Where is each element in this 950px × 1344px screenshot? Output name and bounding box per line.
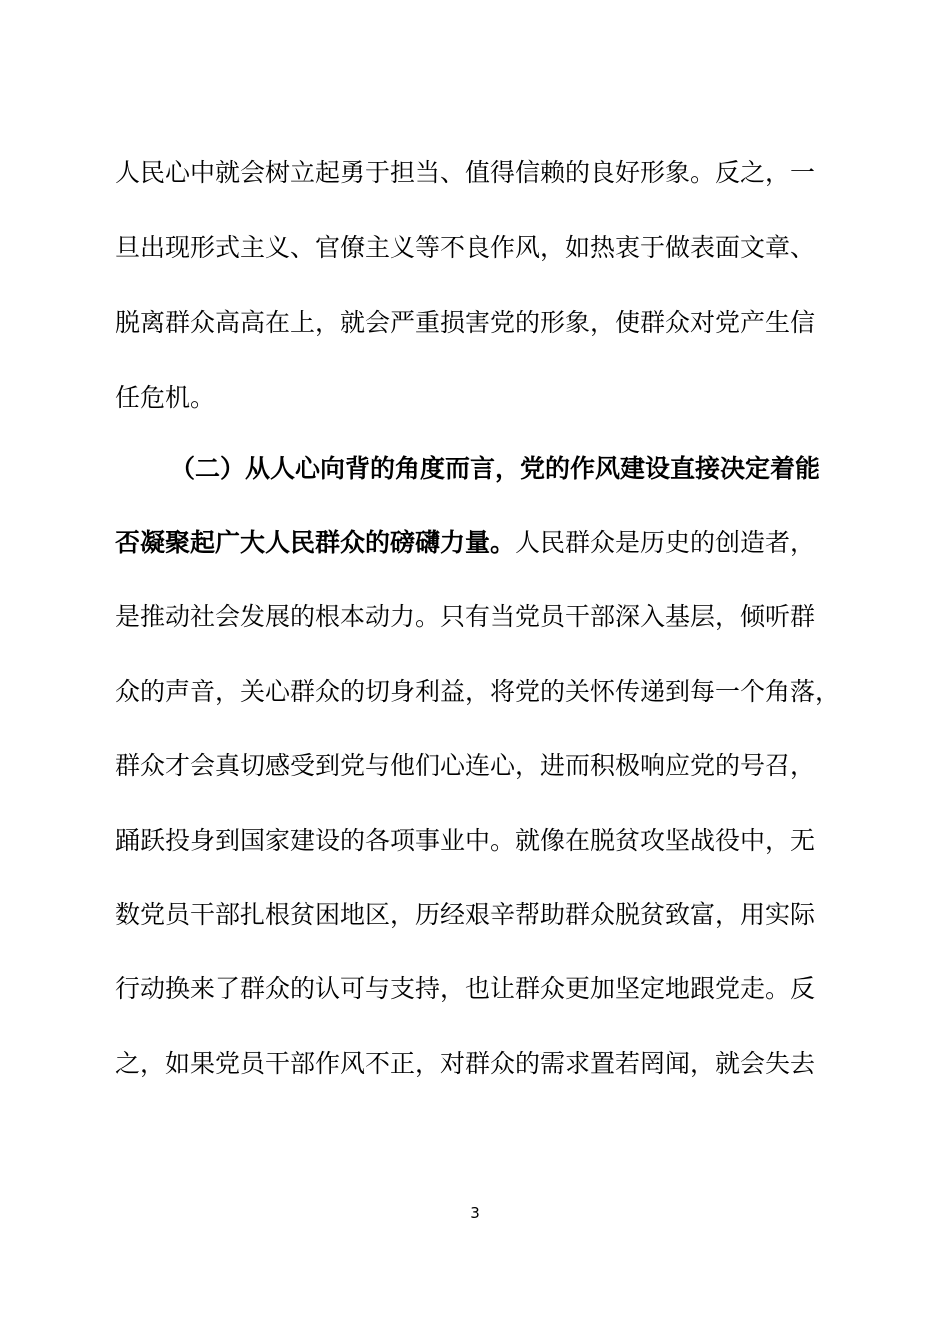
body-text-line: 数党员干部扎根贫困地区，历经艰辛帮助群众脱贫致富，用实际: [115, 900, 816, 929]
body-text-line: 是推动社会发展的根本动力。只有当党员干部深入基层，倾听群: [115, 602, 816, 631]
body-text-line: 群众才会真切感受到党与他们心连心，进而积极响应党的号召，: [115, 751, 816, 780]
page-number: 3: [470, 1204, 480, 1222]
body-text-span: 人民群众是历史的创造者，: [515, 528, 816, 557]
body-text-line: 行动换来了群众的认可与支持，也让群众更加坚定地跟党走。反: [115, 974, 816, 1003]
section-heading-continuation: 否凝聚起广大人民群众的磅礴力量。: [115, 528, 516, 557]
body-text-line: 人民心中就会树立起勇于担当、值得信赖的良好形象。反之，一: [115, 158, 816, 187]
body-text-line: 之，如果党员干部作风不正，对群众的需求置若罔闻，就会失去: [115, 1049, 816, 1078]
body-text-line: 旦出现形式主义、官僚主义等不良作风，如热衷于做表面文章、: [115, 233, 816, 262]
body-text-line: 踊跃投身到国家建设的各项事业中。就像在脱贫攻坚战役中，无: [115, 826, 816, 855]
body-text-line: [115, 528, 815, 558]
section-heading: （二）从人心向背的角度而言，党的作风建设直接决定着能: [170, 454, 821, 483]
body-text-line: 任危机。: [115, 383, 216, 412]
body-text-line: 脱离群众高高在上，就会严重损害党的形象，使群众对党产生信: [115, 308, 816, 337]
body-text-line: 众的声音，关心群众的切身利益，将党的关怀传递到每一个角落，: [115, 677, 841, 706]
